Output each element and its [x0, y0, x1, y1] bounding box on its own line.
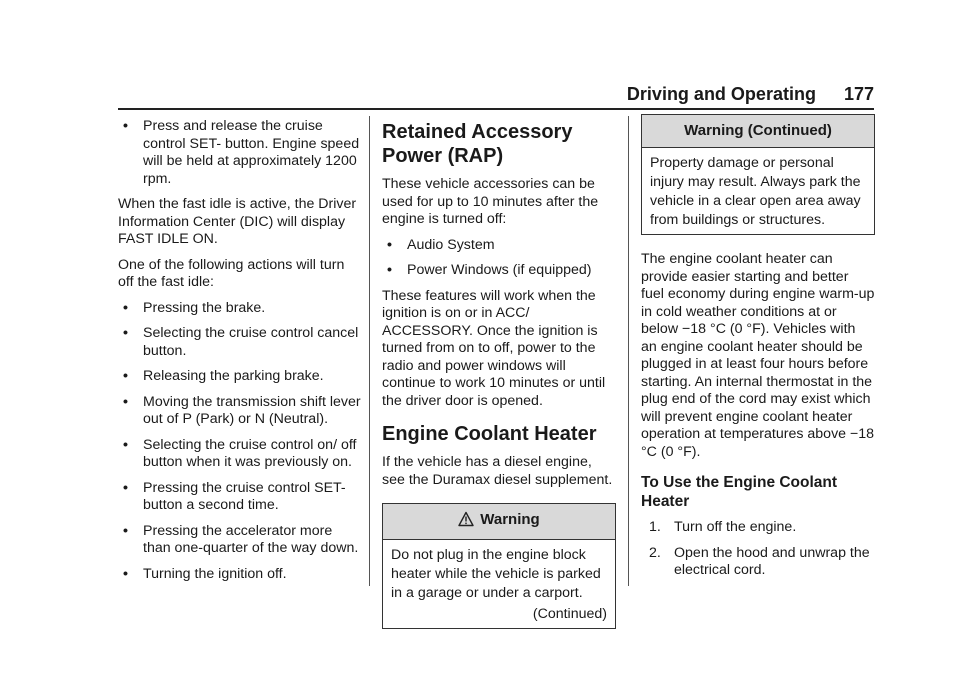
list-item: • Selecting the cruise control on/ off button when it was previously on. — [118, 437, 362, 472]
list-item: • Pressing the accelerator more than one-quarter of the way down. — [118, 523, 362, 558]
section-heading: Engine Coolant Heater — [382, 423, 597, 445]
list-item — [641, 519, 875, 537]
list-item: • Selecting the cruise control cancel button. — [118, 325, 362, 360]
warning-body — [383, 540, 615, 628]
paragraph: When the fast idle is active, the Driver Information Center (DIC) will display FAST IDLE ON. — [118, 196, 357, 247]
page-header — [0, 82, 874, 106]
subsection-heading: To Use the Engine Coolant Heater — [641, 474, 838, 510]
warning-title: Warning (Continued) — [684, 122, 832, 139]
step-text: Turn off the engine. — [674, 519, 797, 535]
paragraph: If the vehicle has a diesel engine, see the Duramax diesel supplement. — [382, 454, 613, 488]
list-item: • Power Windows (if equipped) — [382, 262, 616, 280]
warning-header — [383, 504, 615, 540]
warning-title: Warning — [480, 511, 540, 528]
warning-header — [642, 115, 874, 148]
step-text: Open the hood and unwrap the electrical cord. — [674, 544, 870, 578]
section-title: Driving and Operating — [626, 83, 816, 104]
warning-icon — [458, 511, 474, 533]
column-1 — [118, 110, 362, 583]
column-divider — [369, 116, 370, 586]
warning-box — [382, 503, 616, 629]
list-item: • Moving the transmission shift lever out of P (Park) or N (Neutral). — [118, 394, 362, 429]
list-item: • Press and release the cruise control SET- button. Engine speed will be held at approximately 1200 rpm. — [118, 118, 362, 188]
continued-label: (Continued) — [532, 606, 607, 622]
page-number: 177 — [843, 83, 874, 104]
list-item: • Pressing the brake. — [118, 300, 362, 318]
list-item: • Audio System — [382, 237, 616, 255]
list-item — [641, 545, 875, 580]
step-number: 1. — [649, 519, 661, 535]
column-3 — [641, 110, 875, 580]
paragraph: These features will work when the ignition is on or in ACC/ ACCESSORY. Once the ignition is turned from on to off, power to the radio and power windows will continue to work 10 minutes or until the driver door is opened. — [382, 287, 606, 409]
list-item: • Pressing the cruise control SET- button a second time. — [118, 480, 362, 515]
paragraph: One of the following actions will turn off the fast idle: — [118, 256, 345, 290]
list-item: • Releasing the parking brake. — [118, 368, 362, 386]
list-item: • Turning the ignition off. — [118, 566, 362, 584]
warning-box — [641, 114, 875, 235]
column-divider — [628, 116, 629, 586]
warning-text: Do not plug in the engine block heater while the vehicle is parked in a garage or under a carport. — [391, 547, 601, 601]
step-number: 2. — [649, 544, 661, 561]
column-2 — [382, 110, 616, 629]
warning-text: Property damage or personal injury may result. Always park the vehicle in a clear open area away from buildings or structures. — [650, 155, 861, 228]
paragraph: These vehicle accessories can be used for up to 10 minutes after the engine is turned off: — [382, 176, 599, 227]
paragraph: The engine coolant heater can provide easier starting and better fuel economy during engine warm-up in cold weather conditions at or below −18 °C (0 °F). Vehicles with an engine coolant heater should be plugged in at least four hours before starting. An internal thermostat in the plug end of the cord may exist which will prevent engine coolant heater operation at temperatures above −18 °C (0 °F). — [641, 251, 875, 460]
warning-body — [642, 148, 874, 234]
section-heading: Retained Accessory Power (RAP) — [382, 121, 573, 167]
